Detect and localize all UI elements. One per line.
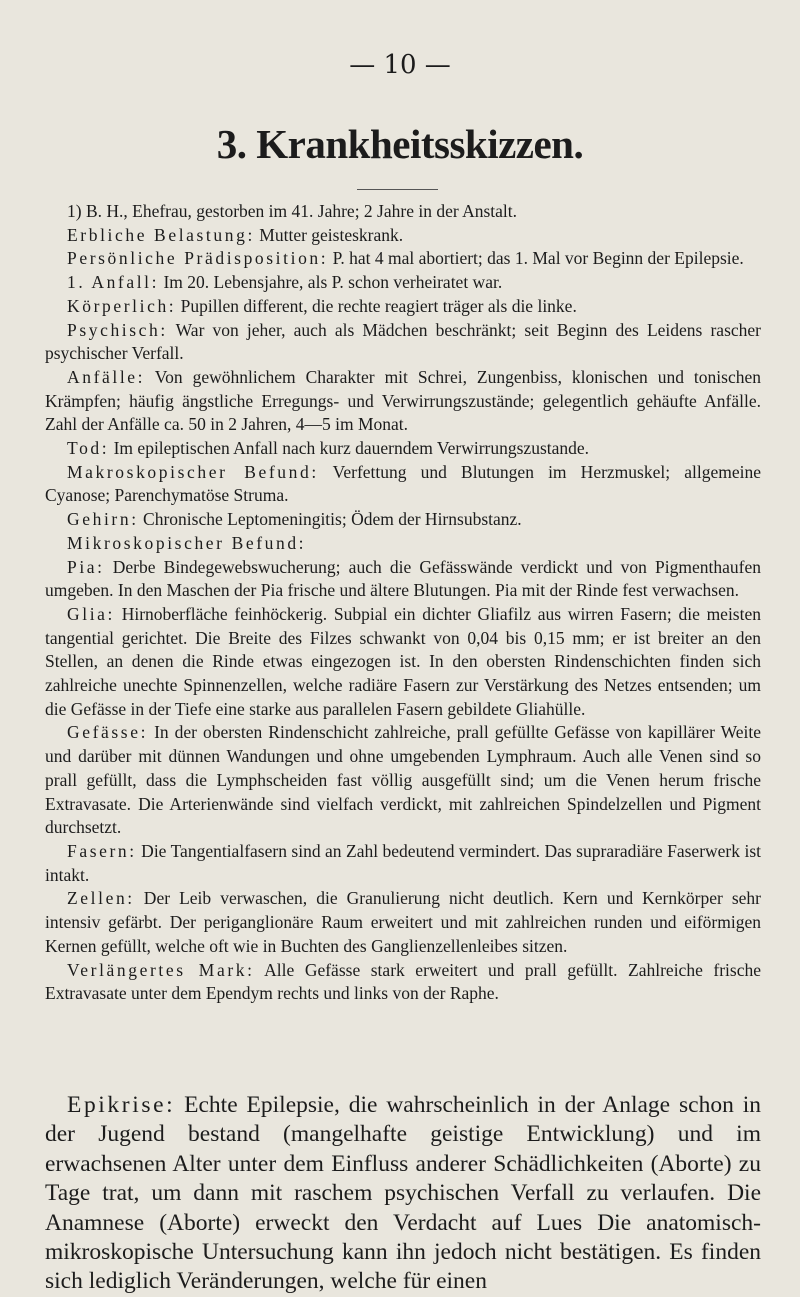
page-number: — 10 — [349,50,451,80]
paragraph-lead: Gefässe: [67,722,149,743]
pia-paragraph [45,556,761,603]
paragraph-text: Von gewöhnlichem Charakter mit Schrei, Zungenbiss, klonischen und tonischen Krämpfen; häufig ängstliche Erregungs- und Verwirrungszustände; gelegentlich gehäufte Anfälle. Zahl der Anfälle ca. 50 in 2 Jahren, 4—5 im Monat. [45,366,761,435]
paragraph-lead: Tod: [67,438,110,459]
paragraph-lead: Anfälle: [67,366,146,387]
seizures-paragraph [45,366,761,437]
paragraph-lead: Pia: [67,556,105,577]
vessels-paragraph [45,721,761,840]
paragraph-lead: Körperlich: [67,295,177,316]
epikrise-lead: Epikrise: [67,1092,176,1118]
paragraph-lead: Fasern: [67,840,137,861]
paragraph-text: Alle Gefässe stark erweitert und prall gefüllt. Zahlreiche frische Extravasate unter dem Ependym rechts und links von der Raphe. [45,959,761,1004]
paragraph-lead: Zellen: [67,888,135,909]
paragraph-lead: Gehirn: [67,509,139,530]
physical-paragraph [45,295,761,319]
paragraph-text: Derbe Bindegewebswucherung; auch die Gefässwände verdickt und von Pigmenthaufen umgeben. In den Maschen der Pia frische und ältere Blutungen. Pia mit der Rinde fest verwachsen. [45,556,761,601]
paragraph-text: 1) B. H., Ehefrau, gestorben im 41. Jahre; 2 Jahre in der Anstalt. [67,201,518,221]
case-intro-paragraph [45,200,761,224]
paragraph-lead: Mikroskopischer Befund: [67,532,307,553]
paragraph-text: Im epileptischen Anfall nach kurz dauerndem Verwirrungszustande. [109,438,590,459]
paragraph-text: Hirnoberfläche feinhöckerig. Subpial ein dichter Gliafilz aus wirren Fasern; die meisten tangential gerichtet. Die Breite des Filzes schwankt von 0,04 bis 0,15 mm; er ist breiter an den Stellen, an denen die Rinde etwas eingezogen ist. In den obersten Rindenschichten finden sich zahlreiche unechte Spinnenzellen, welche radiäre Fasern zur Verstärkung des Netzes entsenden; um die Gefässe in der Tiefe eine starke aus parallelen Fasern gebildete Gliahülle. [45,603,761,719]
paragraph-lead: Verlängertes Mark: [67,959,255,980]
microscopic-heading [45,532,761,556]
first-seizure-paragraph [45,271,761,295]
epikrise-text: Echte Epilepsie, die wahrscheinlich in der Anlage schon in der Jugend bestand (mangelhafte geistige Entwicklung) und im erwachsenen Alter unter dem Einfluss anderer Schädlichkeiten (Aborte) zu Tage trat, um dann mit raschem psychischen Verfall zu verlaufen. Die Anamnese (Aborte) erweckt den Verdacht auf Lues Die anatomisch-mikroskopische Untersuchung kann ihn jedoch nicht bestätigen. Es finden sich lediglich Veränderungen, welche für einen [45,1092,761,1295]
title-divider [357,189,438,190]
brain-paragraph [45,508,761,532]
epikrise-paragraph [45,1091,761,1297]
macroscopic-paragraph [45,461,761,508]
paragraph-text: Chronische Leptomeningitis; Ödem der Hirnsubstanz. [138,509,522,530]
paragraph-text: War von jeher, auch als Mädchen beschränkt; seit Beginn des Leidens rascher psychischer Verfall. [45,319,761,364]
glia-paragraph [45,603,761,722]
disposition-paragraph [45,247,761,271]
paragraph-text: Pupillen different, die rechte reagiert träger als die linke. [176,295,577,316]
case-report-body [45,200,761,1006]
paragraph-lead: Glia: [67,603,115,624]
hereditary-paragraph [45,224,761,248]
epikrise-section [45,1091,761,1297]
paragraph-lead: Psychisch: [67,319,168,340]
paragraph-lead: Makroskopischer Befund: [67,461,319,482]
paragraph-text: In der obersten Rindenschicht zahlreiche, prall gefüllte Gefässe von kapillärer Weite und darüber mit dünnen Wandungen und ohne umgebenden Lymphraum. Auch alle Venen sind so prall gefüllt, dass die Lymphscheiden fast völlig ausgefüllt sind; um die Venen herum frische Extravasate. Die Arterienwände sind vielfach verdickt, mit zahlreichen Spindelzellen und Pigment durchsetzt. [45,722,761,838]
paragraph-text: P. hat 4 mal abortiert; das 1. Mal vor Beginn der Epilepsie. [328,248,744,269]
paragraph-text: Mutter geisteskrank. [254,224,404,245]
paragraph-lead: 1. Anfall: [67,272,160,293]
paragraph-text: Die Tangentialfasern sind an Zahl bedeutend vermindert. Das supraradiäre Faserwerk ist intakt. [45,840,761,885]
death-paragraph [45,437,761,461]
paragraph-lead: Persönliche Prädisposition: [67,248,329,269]
fibers-paragraph [45,840,761,887]
cells-paragraph [45,887,761,958]
section-title: 3. Krankheitsskizzen. [216,121,584,167]
paragraph-text: Im 20. Lebensjahre, als P. schon verheiratet war. [159,272,503,293]
paragraph-lead: Erbliche Belastung: [67,224,255,245]
paragraph-text: Verfettung und Blutungen im Herzmuskel; allgemeine Cyanose; Parenchymatöse Struma. [45,461,761,506]
paragraph-text: Der Leib verwaschen, die Granulierung nicht deutlich. Kern und Kernkörper sehr intensiv gefärbt. Der periganglionäre Raum erweitert und mit zahlreichen runden und eiförmigen Kernen gefüllt, welche oft wie in Buchten des Ganglienzellenleibes sitzen. [45,888,761,956]
medulla-paragraph [45,959,761,1006]
psychic-paragraph [45,319,761,366]
